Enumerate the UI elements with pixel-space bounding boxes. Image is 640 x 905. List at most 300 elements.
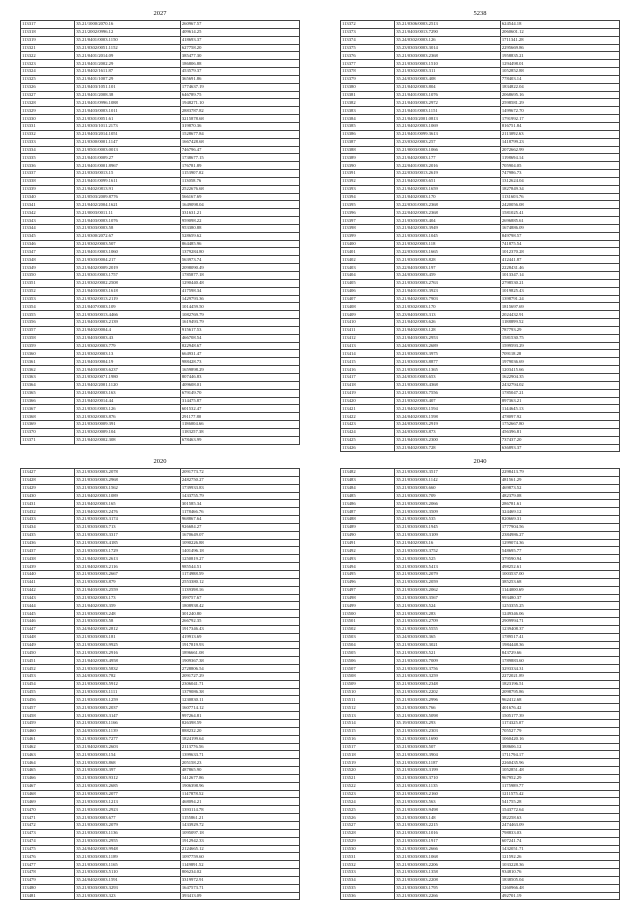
- row-id-cell: 113482: [341, 469, 395, 477]
- amount-cell: 1418799.23: [500, 138, 619, 146]
- table-row: [341, 492, 620, 500]
- account-code-cell: 35.21/0401/0009.27: [75, 154, 181, 162]
- ledger-table: [340, 468, 620, 900]
- amount-cell: 1147878.52: [180, 790, 299, 798]
- account-code-cell: 35.21/0303/0009.391: [75, 421, 181, 429]
- table-row: [21, 594, 300, 602]
- amount-cell: 419913.69: [180, 633, 299, 641]
- account-code-cell: 35.21/0303/0003.1111: [75, 688, 181, 696]
- row-id-cell: 113420: [341, 397, 395, 405]
- account-code-cell: 35.21/0303/0003.8877: [395, 358, 501, 366]
- amount-cell: 418693.37: [180, 36, 299, 44]
- amount-cell: 888232.20: [180, 727, 299, 735]
- table-row: [21, 421, 300, 429]
- account-code-cell: 35.21/0402/0003.1089: [75, 492, 181, 500]
- row-id-cell: 113329: [21, 107, 75, 115]
- account-code-cell: 35.21/0302/0009.104: [75, 428, 181, 436]
- row-id-cell: 113445: [21, 610, 75, 618]
- row-id-cell: 113400: [341, 240, 395, 248]
- row-id-cell: 113359: [21, 342, 75, 350]
- row-id-cell: 113528: [341, 829, 395, 837]
- table-row: [341, 618, 620, 626]
- account-code-cell: 35.21/0402/0003.7903: [395, 295, 501, 303]
- row-id-cell: 113384: [341, 115, 395, 123]
- account-code-cell: 35.21/0303/0004.217: [75, 256, 181, 264]
- table-row: [21, 60, 300, 68]
- amount-cell: 1912942.33: [180, 837, 299, 845]
- row-id-cell: 113401: [341, 248, 395, 256]
- amount-cell: 1906398.96: [180, 782, 299, 790]
- amount-cell: 286781.61: [500, 500, 619, 508]
- row-id-cell: 113477: [21, 861, 75, 869]
- amount-cell: 388606.12: [500, 743, 619, 751]
- amount-cell: 1230830.11: [180, 696, 299, 704]
- account-code-cell: 35.21/0407/0003.109: [75, 303, 181, 311]
- account-code-cell: 35.21/0303/0003.1045: [395, 232, 501, 240]
- account-code-cell: 35.21/0303/0003.5832: [75, 665, 181, 673]
- account-code-cell: 35.21/0302/0003.118: [395, 240, 501, 248]
- row-id-cell: 113489: [341, 523, 395, 531]
- table-row: [341, 413, 620, 421]
- row-id-cell: 113402: [341, 256, 395, 264]
- table-row: [21, 845, 300, 853]
- account-code-cell: 35.21/0303/0003.1795: [395, 884, 501, 892]
- amount-cell: 1738677.15: [180, 154, 299, 162]
- row-id-cell: 113433: [21, 516, 75, 524]
- account-code-cell: 35.21/0302/0003.507: [75, 240, 181, 248]
- amount-cell: 915617.53: [180, 326, 299, 334]
- amount-cell: 453579.37: [180, 68, 299, 76]
- account-code-cell: 35.21/0303/0003.507: [395, 743, 501, 751]
- amount-cell: 2474463.09: [500, 821, 619, 829]
- account-code-cell: 35.21/0303/0003.1358: [395, 869, 501, 877]
- account-code-cell: 35.21/0401/0996.1088: [75, 99, 181, 107]
- table-row: [341, 311, 620, 319]
- amount-cell: 324469.12: [500, 508, 619, 516]
- row-id-cell: 113530: [341, 845, 395, 853]
- row-id-cell: 113468: [21, 790, 75, 798]
- table-row: [341, 523, 620, 531]
- row-id-cell: 113532: [341, 861, 395, 869]
- table-row: [341, 712, 620, 720]
- account-code-cell: 35.21/0303/0003.2763: [395, 279, 501, 287]
- row-id-cell: 113413: [341, 342, 395, 350]
- amount-cell: 1429793.36: [180, 295, 299, 303]
- account-code-cell: 35.21/0003/0011.11: [75, 209, 181, 217]
- row-id-cell: 113385: [341, 122, 395, 130]
- account-code-cell: 35.21/0303/0003.3109: [395, 531, 501, 539]
- account-code-cell: 35.19/0303/0003.293: [395, 720, 501, 728]
- row-id-cell: 113523: [341, 790, 395, 798]
- amount-cell: 2228431.46: [500, 264, 619, 272]
- account-code-cell: 35.21/0003/0003.1066: [395, 146, 501, 154]
- table-row: [21, 563, 300, 571]
- row-id-cell: 113326: [21, 83, 75, 91]
- account-code-cell: 35.21/0303/0003.879: [75, 578, 181, 586]
- table-row: [341, 170, 620, 178]
- amount-cell: 456396.81: [500, 428, 619, 436]
- row-id-cell: 113417: [341, 373, 395, 381]
- row-id-cell: 113504: [341, 641, 395, 649]
- row-id-cell: 113414: [341, 350, 395, 358]
- table-row: [341, 68, 620, 76]
- row-id-cell: 113372: [341, 21, 395, 29]
- amount-cell: 1543772.64: [500, 806, 619, 814]
- account-code-cell: 35.24/0402/0003.1598: [395, 413, 501, 421]
- table-row: [21, 853, 300, 861]
- amount-cell: 2728806.54: [180, 665, 299, 673]
- table-row: [341, 154, 620, 162]
- amount-cell: 849798.57: [500, 232, 619, 240]
- row-id-cell: 113389: [341, 154, 395, 162]
- amount-cell: 314475.87: [180, 397, 299, 405]
- row-id-cell: 113339: [21, 185, 75, 193]
- amount-cell: 409608.01: [180, 381, 299, 389]
- row-id-cell: 113418: [341, 381, 395, 389]
- amount-cell: 897363.21: [500, 397, 619, 405]
- row-id-cell: 113500: [341, 610, 395, 618]
- table-row: [341, 319, 620, 327]
- table-row: [21, 232, 300, 240]
- account-code-cell: 35.21/0403/2001.0813: [395, 115, 501, 123]
- row-id-cell: 113488: [341, 516, 395, 524]
- row-id-cell: 113388: [341, 146, 395, 154]
- table-row: [341, 75, 620, 83]
- account-code-cell: 35.21/0301/0051.61: [75, 115, 181, 123]
- amount-cell: 1896661.08: [180, 649, 299, 657]
- row-id-cell: 113509: [341, 680, 395, 688]
- row-id-cell: 113409: [341, 311, 395, 319]
- row-id-cell: 113378: [341, 68, 395, 76]
- table-row: [341, 547, 620, 555]
- table-row: [21, 373, 300, 381]
- row-id-cell: 113460: [21, 727, 75, 735]
- table-row: [341, 578, 620, 586]
- amount-cell: 1649098.04: [180, 201, 299, 209]
- table-row: [21, 350, 300, 358]
- amount-cell: 2522676.68: [180, 185, 299, 193]
- row-id-cell: 113397: [341, 217, 395, 225]
- table-row: [21, 727, 300, 735]
- amount-cell: 705527.79: [500, 727, 619, 735]
- amount-cell: 1711341.28: [500, 36, 619, 44]
- account-code-cell: 35.21/0401/0003.1060: [75, 248, 181, 256]
- row-id-cell: 113483: [341, 476, 395, 484]
- amount-cell: 417598.34: [180, 287, 299, 295]
- account-code-cell: 35.21/0303/0003.2916: [75, 649, 181, 657]
- table-row: [21, 759, 300, 767]
- account-code-cell: 35.21/0401/0001.8967: [75, 162, 181, 170]
- account-code-cell: 35.21/0303/0003.3752: [395, 547, 501, 555]
- account-code-cell: 35.21/0303/0003.1016: [395, 829, 501, 837]
- account-code-cell: 35.21/0303/0003.709: [395, 492, 501, 500]
- table-row: [21, 814, 300, 822]
- table-row: [341, 563, 620, 571]
- account-code-cell: 35.21/0303/0003.3317: [75, 531, 181, 539]
- table-row: [341, 884, 620, 892]
- row-id-cell: 113456: [21, 696, 75, 704]
- row-id-cell: 113346: [21, 240, 75, 248]
- table-row: [341, 217, 620, 225]
- account-code-cell: 35.21/0401/0003.1151: [395, 107, 501, 115]
- account-code-cell: 35.21/0403/0003.6237: [75, 366, 181, 374]
- panel-title: 2040: [473, 458, 487, 465]
- row-id-cell: 113491: [341, 539, 395, 547]
- table-row: [341, 814, 620, 822]
- table-row: [341, 657, 620, 665]
- table-row: [341, 837, 620, 845]
- table-row: [21, 861, 300, 869]
- row-id-cell: 113490: [341, 531, 395, 539]
- amount-cell: 1412677.86: [180, 774, 299, 782]
- amount-cell: 741875.54: [500, 240, 619, 248]
- row-id-cell: 113338: [21, 177, 75, 185]
- amount-cell: 563973.74: [180, 256, 299, 264]
- account-code-cell: 35.24/0303/0003.459: [395, 272, 501, 280]
- row-id-cell: 113350: [21, 272, 75, 280]
- row-id-cell: 113410: [341, 319, 395, 327]
- row-id-cell: 113407: [341, 295, 395, 303]
- amount-cell: 1131603.76: [500, 193, 619, 201]
- account-code-cell: 35.21/0303/0003.3567: [395, 594, 501, 602]
- account-code-cell: 35.21/0303/0003.4185: [75, 539, 181, 547]
- amount-cell: 1090226.88: [180, 539, 299, 547]
- row-id-cell: 113526: [341, 814, 395, 822]
- table-row: [341, 389, 620, 397]
- row-id-cell: 113439: [21, 563, 75, 571]
- account-code-cell: 35.21/0303/0003.535: [395, 516, 501, 524]
- amount-cell: 382258.63: [500, 814, 619, 822]
- account-code-cell: 35.21/0303/0003.2066: [395, 500, 501, 508]
- amount-cell: 1433929.72: [180, 821, 299, 829]
- row-id-cell: 113322: [21, 52, 75, 60]
- row-id-cell: 113391: [341, 170, 395, 178]
- amount-cell: 1599593.29: [500, 342, 619, 350]
- account-code-cell: 35.21/0303/0003.4368: [395, 381, 501, 389]
- amount-cell: 1033228.36: [500, 861, 619, 869]
- account-code-cell: 35.21/0301/0003.126: [75, 405, 181, 413]
- amount-cell: 1528677.84: [180, 130, 299, 138]
- amount-cell: 492701.19: [500, 892, 619, 900]
- table-row: [341, 122, 620, 130]
- table-row: [21, 36, 300, 44]
- amount-cell: 1060420.16: [500, 735, 619, 743]
- account-code-cell: 35.21/0303/0003.7009: [395, 657, 501, 665]
- account-code-cell: 35.21/0302/0003.170: [395, 303, 501, 311]
- table-row: [21, 782, 300, 790]
- table-row: [21, 311, 300, 319]
- row-id-cell: 113426: [341, 444, 395, 452]
- row-id-cell: 113429: [21, 484, 75, 492]
- account-code-cell: 35.21/0303/0003.1165: [75, 861, 181, 869]
- table-row: [21, 44, 300, 52]
- account-code-cell: 35.21/0303/0003.521: [395, 649, 501, 657]
- amount-cell: 1249346.06: [500, 610, 619, 618]
- row-id-cell: 113442: [21, 586, 75, 594]
- amount-cell: 953380.88: [180, 224, 299, 232]
- amount-cell: 1581530.75: [500, 334, 619, 342]
- amount-cell: 1095097.18: [180, 829, 299, 837]
- table-row: [341, 767, 620, 775]
- table-row: [341, 743, 620, 751]
- account-code-cell: 35.21/0303/0013.15: [75, 170, 181, 178]
- row-id-cell: 113467: [21, 782, 75, 790]
- amount-cell: 988428.73: [180, 358, 299, 366]
- account-code-cell: 35.21/0302/0003.173: [75, 594, 181, 602]
- amount-cell: 1097759.60: [180, 853, 299, 861]
- row-id-cell: 113367: [21, 405, 75, 413]
- row-id-cell: 113323: [21, 60, 75, 68]
- amount-cell: 2883787.82: [180, 107, 299, 115]
- row-id-cell: 113432: [21, 508, 75, 516]
- account-code-cell: 35.21/0402/0009.2019: [75, 264, 181, 272]
- table-row: [21, 428, 300, 436]
- row-id-cell: 113404: [341, 272, 395, 280]
- amount-cell: 1155861.21: [180, 814, 299, 822]
- amount-cell: 607241.74: [500, 837, 619, 845]
- table-row: [21, 264, 300, 272]
- table-row: [21, 68, 300, 76]
- table-row: [21, 476, 300, 484]
- account-code-cell: 35.21/0403/1051.101: [75, 83, 181, 91]
- amount-cell: 2091727.29: [180, 672, 299, 680]
- row-id-cell: 113321: [21, 44, 75, 52]
- row-id-cell: 113393: [341, 185, 395, 193]
- table-row: [21, 21, 300, 29]
- amount-cell: 260967.57: [180, 21, 299, 29]
- row-id-cell: 113511: [341, 696, 395, 704]
- amount-cell: 1175989.77: [500, 782, 619, 790]
- row-id-cell: 113411: [341, 326, 395, 334]
- table-row: [21, 696, 300, 704]
- row-id-cell: 113502: [341, 625, 395, 633]
- table-row: [21, 712, 300, 720]
- table-row: [341, 272, 620, 280]
- account-code-cell: 35.21/0303/0003.7277: [75, 735, 181, 743]
- amount-cell: 481561.29: [500, 476, 619, 484]
- table-row: [341, 209, 620, 217]
- ledger-panel-bottom-right: [340, 456, 620, 900]
- amount-cell: 2420056.08: [500, 201, 619, 209]
- account-code-cell: 35.21/0402/0003.3949: [395, 224, 501, 232]
- table-row: [341, 633, 620, 641]
- row-id-cell: 113352: [21, 287, 75, 295]
- amount-cell: 2298413.79: [500, 469, 619, 477]
- account-code-cell: 35.21/0402/0003.128: [395, 326, 501, 334]
- amount-cell: 1711794.17: [500, 751, 619, 759]
- amount-cell: 541755.28: [500, 798, 619, 806]
- row-id-cell: 113333: [21, 138, 75, 146]
- row-id-cell: 113327: [21, 91, 75, 99]
- amount-cell: 1052852.88: [500, 68, 619, 76]
- amount-cell: 967952.29: [500, 774, 619, 782]
- amount-cell: 1958835.21: [500, 52, 619, 60]
- amount-cell: 1432051.71: [500, 845, 619, 853]
- ledger-table: [20, 468, 300, 900]
- account-code-cell: 35.21/0303/0003.1917: [395, 837, 501, 845]
- table-row: [341, 185, 620, 193]
- row-id-cell: 113495: [341, 570, 395, 578]
- amount-cell: 478097.92: [500, 413, 619, 421]
- amount-cell: 1433755.79: [180, 492, 299, 500]
- row-id-cell: 113436: [21, 539, 75, 547]
- account-code-cell: 35.24/0402/0003.1591: [75, 876, 181, 884]
- account-code-cell: 35.21/0303/0003.2160: [395, 790, 501, 798]
- row-id-cell: 113377: [341, 60, 395, 68]
- row-id-cell: 113507: [341, 665, 395, 673]
- account-code-cell: 35.21/0303/0003.1259: [75, 696, 181, 704]
- amount-cell: 331631.21: [180, 209, 299, 217]
- account-code-cell: 35.21/0402/0003.359: [75, 602, 181, 610]
- account-code-cell: 35.21/0401/2002.29: [75, 60, 181, 68]
- account-code-cell: 35.21/0303/0003.2685: [75, 782, 181, 790]
- account-code-cell: 35.21/0303/0003.3710: [395, 774, 501, 782]
- amount-cell: 2113092.63: [500, 130, 619, 138]
- account-code-cell: 35.21/0303/0003.248: [75, 610, 181, 618]
- row-id-cell: 113424: [341, 428, 395, 436]
- account-code-cell: 35.21/0303/0003.3517: [395, 469, 501, 477]
- account-code-cell: 35.21/0303/0003.2208: [395, 876, 501, 884]
- account-code-cell: 35.21/0503/2009.8776: [75, 193, 181, 201]
- amount-cell: 1789517.41: [500, 633, 619, 641]
- table-row: [341, 531, 620, 539]
- amount-cell: 1401496.18: [180, 547, 299, 555]
- row-id-cell: 113435: [21, 531, 75, 539]
- account-code-cell: 35.21/0303/0003.2079: [395, 570, 501, 578]
- amount-cell: 1203415.66: [500, 366, 619, 374]
- amount-cell: 646789.75: [180, 91, 299, 99]
- table-row: [341, 436, 620, 444]
- row-id-cell: 113387: [341, 138, 395, 146]
- amount-cell: 1984448.36: [500, 641, 619, 649]
- table-row: [21, 500, 300, 508]
- row-id-cell: 113525: [341, 806, 395, 814]
- table-row: [21, 735, 300, 743]
- row-id-cell: 113405: [341, 279, 395, 287]
- account-code-cell: 35.21/0303/0003.2667: [75, 570, 181, 578]
- row-id-cell: 113343: [21, 217, 75, 225]
- account-code-cell: 35.24/0303/0003.2919: [395, 421, 501, 429]
- amount-cell: 2306041.71: [180, 680, 299, 688]
- account-code-cell: 35.21/0401/2014.09: [75, 52, 181, 60]
- amount-cell: 1211575.42: [500, 790, 619, 798]
- row-id-cell: 113419: [341, 389, 395, 397]
- account-code-cell: 35.21/0303/0003.58: [75, 224, 181, 232]
- amount-cell: 1619493.79: [180, 319, 299, 327]
- account-code-cell: 35.21/0303/0003.3174: [75, 516, 181, 524]
- table-row: [21, 185, 300, 193]
- row-id-cell: 113459: [21, 720, 75, 728]
- amount-cell: 2124665.12: [180, 845, 299, 853]
- amount-cell: 1003537.00: [500, 570, 619, 578]
- row-id-cell: 113403: [341, 264, 395, 272]
- amount-cell: 1739933.83: [180, 484, 299, 492]
- table-row: [21, 484, 300, 492]
- table-row: [341, 602, 620, 610]
- account-code-cell: 35.21/0403/0003.2559: [75, 586, 181, 594]
- amount-cell: 205158.23: [180, 759, 299, 767]
- account-code-cell: 35.21/0302/0003.13: [75, 350, 181, 358]
- row-id-cell: 113341: [21, 201, 75, 209]
- account-code-cell: 35.21/0302/0002.2508: [75, 279, 181, 287]
- table-row: [341, 373, 620, 381]
- row-id-cell: 113441: [21, 578, 75, 586]
- account-code-cell: 35.21/0402/0002.308: [75, 436, 181, 444]
- amount-cell: 301240.80: [180, 610, 299, 618]
- amount-cell: 1379086.38: [180, 688, 299, 696]
- amount-cell: 1253355.25: [500, 602, 619, 610]
- table-row: [21, 641, 300, 649]
